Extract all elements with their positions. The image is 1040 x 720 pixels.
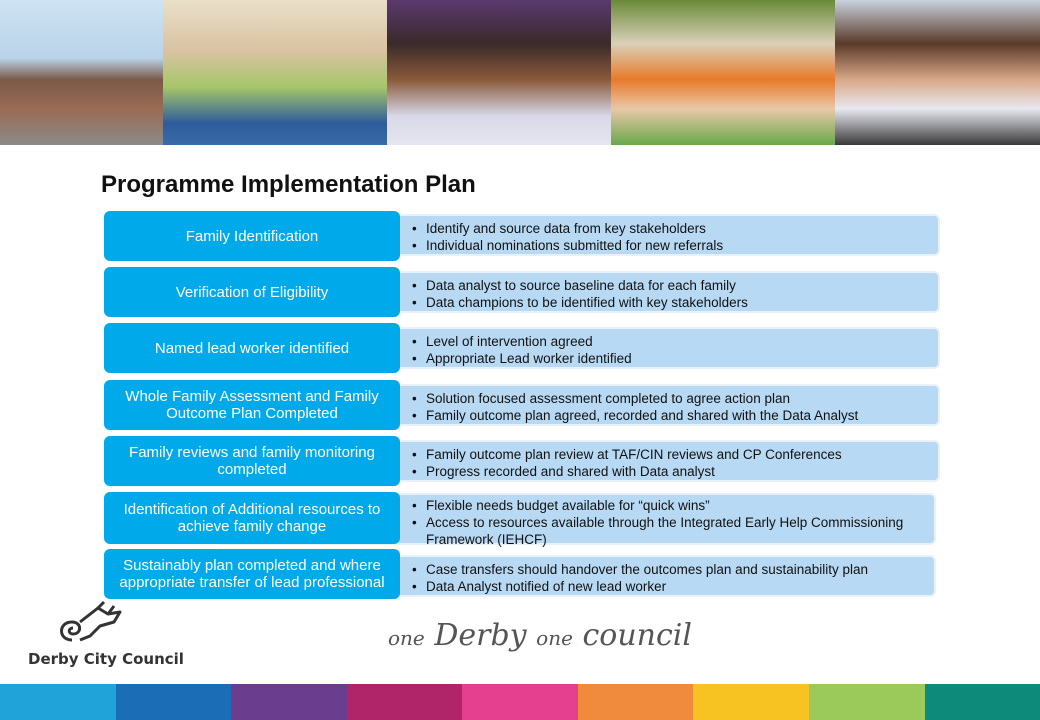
- stripe-segment: [578, 684, 694, 720]
- stripe-segment: [347, 684, 463, 720]
- step-label: Verification of Eligibility: [104, 267, 400, 317]
- step-label: Sustainably plan completed and where appropriate transfer of lead professional: [104, 549, 400, 599]
- slogan-one: one: [536, 626, 573, 650]
- stripe-segment: [0, 684, 116, 720]
- stripe-segment: [231, 684, 347, 720]
- slogan-council: council: [582, 618, 692, 653]
- step-label: Family reviews and family monitoring completed: [104, 436, 400, 486]
- school-children-photo: [163, 0, 387, 145]
- page-title: Programme Implementation Plan: [101, 171, 476, 198]
- step-bullet: • Data Analyst notified of new lead worker: [410, 578, 924, 595]
- stripe-segment: [462, 684, 578, 720]
- slogan-derby: Derby: [434, 618, 527, 653]
- stripe-segment: [693, 684, 809, 720]
- step-bullet: • Flexible needs budget available for “quick wins”: [410, 497, 924, 514]
- stripe-segment: [925, 684, 1040, 720]
- step-bullet: • Solution focused assessment completed to agree action plan: [410, 390, 928, 407]
- step-label: Identification of Additional resources to achieve family change: [104, 492, 400, 544]
- family-photo: [387, 0, 611, 145]
- step-bullet: • Individual nominations submitted for new referrals: [410, 237, 928, 254]
- step-bullet: • Access to resources available through the Integrated Early Help Commissioning Framework (IEHCF): [410, 514, 924, 548]
- step-bullet: • Family outcome plan review at TAF/CIN reviews and CP Conferences: [410, 446, 928, 463]
- colour-stripe: [0, 684, 1040, 720]
- step-bullet: • Level of intervention agreed: [410, 333, 928, 350]
- photo-banner: [0, 0, 1040, 145]
- council-building-photo: [0, 0, 163, 145]
- step-bullet: • Progress recorded and shared with Data analyst: [410, 463, 928, 480]
- step-bullet: • Case transfers should handover the outcomes plan and sustainability plan: [410, 561, 924, 578]
- council-name: Derby City Council: [28, 650, 184, 668]
- step-bullet: • Identify and source data from key stakeholders: [410, 220, 928, 237]
- health-worker-photo: [835, 0, 1040, 145]
- toddlers-painting-photo: [611, 0, 835, 145]
- ram-logo-icon: [28, 600, 128, 650]
- step-bullet: • Data champions to be identified with key stakeholders: [410, 294, 928, 311]
- step-bullet: • Data analyst to source baseline data for each family: [410, 277, 928, 294]
- step-label: Family Identification: [104, 211, 400, 261]
- step-label: Whole Family Assessment and Family Outcome Plan Completed: [104, 380, 400, 430]
- derby-city-council-logo: [28, 600, 184, 672]
- stripe-segment: [809, 684, 925, 720]
- slogan-one: one: [388, 626, 425, 650]
- stripe-segment: [116, 684, 232, 720]
- step-label: Named lead worker identified: [104, 323, 400, 373]
- slogan: [388, 618, 692, 653]
- step-bullet: • Family outcome plan agreed, recorded and shared with the Data Analyst: [410, 407, 928, 424]
- step-bullet: • Appropriate Lead worker identified: [410, 350, 928, 367]
